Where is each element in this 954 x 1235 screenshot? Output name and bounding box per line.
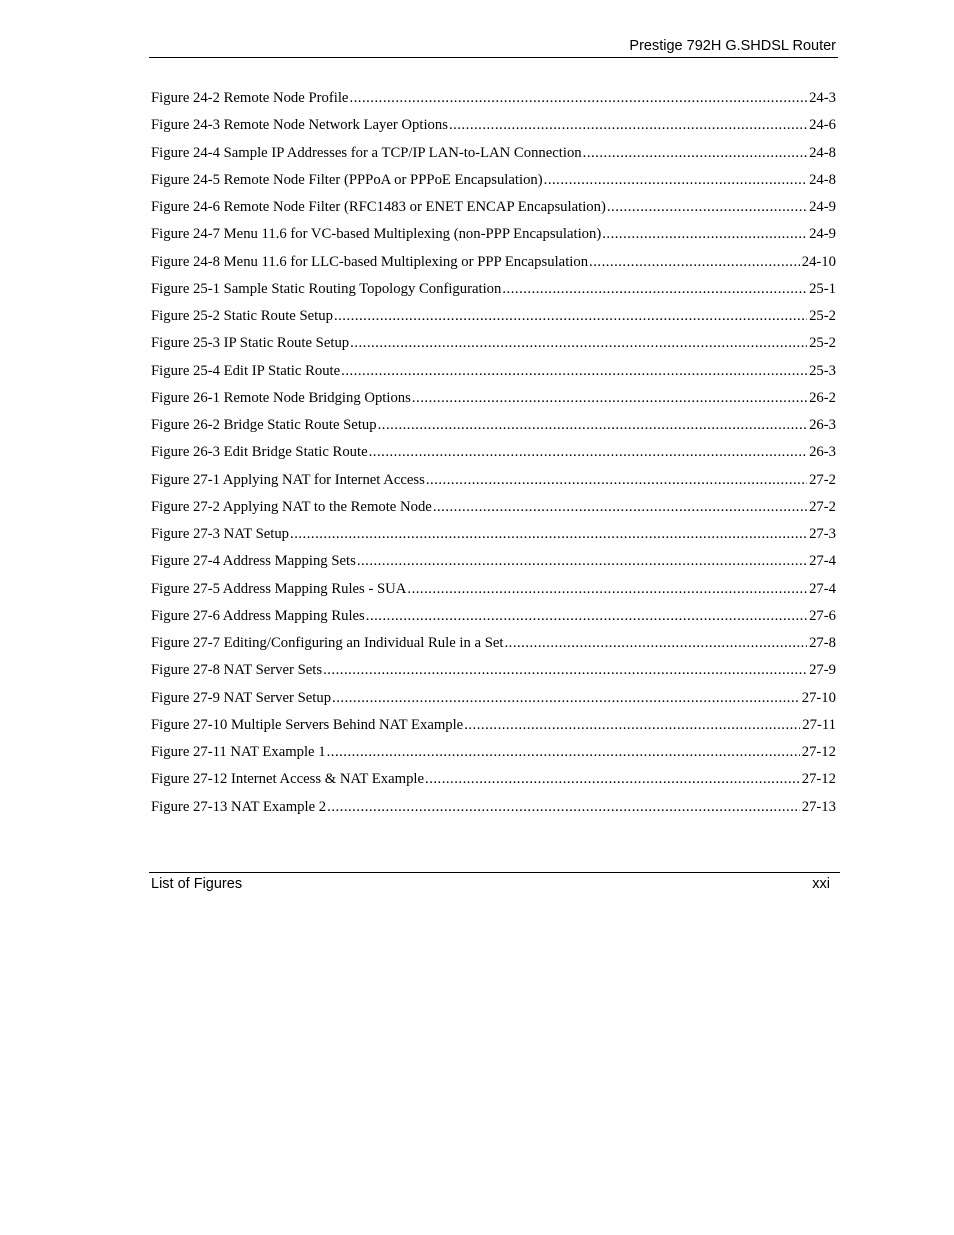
toc-entry-page: 25-3	[809, 362, 836, 379]
toc-entry-title: Figure 24-7 Menu 11.6 for VC-based Multiplexing (non-PPP Encapsulation)	[151, 226, 602, 243]
dot-leader	[602, 224, 807, 244]
toc-entry[interactable]	[151, 551, 836, 578]
toc-entry-title: Figure 26-2 Bridge Static Route Setup	[151, 417, 377, 433]
toc-entry-title: Figure 24-4 Sample IP Addresses for a TCP/IP LAN-to-LAN Connection	[151, 144, 582, 161]
toc-entry[interactable]	[151, 279, 836, 306]
toc-entry-title: Figure 27-9 NAT Server Setup	[151, 689, 332, 706]
toc-entry-page: 27-2	[809, 498, 836, 515]
footer-divider	[149, 872, 840, 873]
toc-entry-page: 24-9	[809, 199, 836, 215]
dot-leader	[334, 306, 807, 326]
toc-entry[interactable]	[151, 197, 836, 224]
dot-leader	[425, 769, 800, 789]
toc-entry-title: Figure 27-6 Address Mapping Rules	[151, 607, 365, 624]
toc-entry[interactable]	[151, 606, 836, 633]
dot-leader	[327, 797, 800, 817]
toc-entry-page: 24-8	[809, 144, 836, 161]
dot-leader	[504, 633, 807, 653]
toc-entry-title: Figure 24-8 Menu 11.6 for LLC-based Multiplexing or PPP Encapsulation	[151, 253, 589, 270]
toc-entry[interactable]	[151, 579, 836, 606]
toc-entry-page: 25-2	[809, 308, 836, 324]
dot-leader	[369, 442, 807, 462]
toc-entry-title: Figure 27-8 NAT Server Sets	[151, 662, 323, 679]
toc-entry[interactable]	[151, 797, 836, 824]
toc-entry-title: Figure 27-4 Address Mapping Sets	[151, 553, 356, 570]
toc-entry[interactable]	[151, 88, 836, 115]
toc-entry-title: Figure 24-5 Remote Node Filter (PPPoA or PPPoE Encapsulation)	[151, 171, 543, 188]
dot-leader	[412, 388, 807, 408]
toc-entry[interactable]	[151, 143, 836, 170]
toc-entry-page: 24-10	[801, 253, 836, 270]
toc-entry-title: Figure 27-13 NAT Example 2	[151, 798, 327, 815]
toc-entry[interactable]	[151, 442, 836, 469]
toc-entry[interactable]	[151, 224, 836, 251]
footer-section-name: List of Figures	[151, 876, 243, 892]
toc-entry[interactable]	[151, 361, 836, 388]
toc-entry-page: 27-4	[809, 580, 836, 597]
toc-entry-page: 27-2	[809, 471, 836, 488]
toc-entry-page: 27-9	[809, 662, 836, 679]
toc-entry-page: 26-2	[809, 389, 836, 406]
toc-entry-page: 27-12	[801, 771, 836, 788]
toc-entry[interactable]	[151, 170, 836, 197]
page-header-title: Prestige 792H G.SHDSL Router	[629, 38, 836, 54]
dot-leader	[378, 415, 807, 435]
toc-entry-page: 24-8	[809, 171, 836, 188]
toc-entry[interactable]	[151, 742, 836, 769]
toc-entry-title: Figure 24-6 Remote Node Filter (RFC1483 or ENET ENCAP Encapsulation)	[151, 199, 606, 215]
toc-entry[interactable]	[151, 524, 836, 551]
toc-entry-page: 25-2	[809, 335, 836, 352]
toc-entry[interactable]	[151, 633, 836, 660]
dot-leader	[290, 524, 807, 544]
toc-entry[interactable]	[151, 715, 836, 742]
dot-leader	[357, 551, 807, 571]
toc-entry[interactable]	[151, 769, 836, 796]
toc-entry[interactable]	[151, 115, 836, 142]
toc-entry-page: 24-3	[809, 90, 836, 106]
toc-entry-title: Figure 25-2 Static Route Setup	[151, 308, 333, 324]
dot-leader	[583, 143, 807, 163]
toc-entry-title: Figure 27-11 NAT Example 1	[151, 744, 326, 760]
toc-entry[interactable]	[151, 252, 836, 279]
dot-leader	[341, 361, 807, 381]
dot-leader	[366, 606, 807, 626]
toc-entry-title: Figure 25-3 IP Static Route Setup	[151, 335, 350, 352]
toc-entry[interactable]	[151, 470, 836, 497]
dot-leader	[464, 715, 800, 735]
toc-entry-title: Figure 27-3 NAT Setup	[151, 526, 290, 542]
dot-leader	[449, 115, 807, 135]
toc-entry-page: 25-1	[809, 280, 836, 297]
dot-leader	[433, 497, 807, 517]
header-divider	[149, 57, 838, 58]
toc-entry[interactable]	[151, 333, 836, 360]
toc-entry-page: 27-12	[801, 744, 836, 760]
toc-entry-title: Figure 27-2 Applying NAT to the Remote Node	[151, 498, 432, 515]
dot-leader	[607, 197, 807, 217]
toc-entry-page: 27-13	[801, 798, 836, 815]
toc-entry[interactable]	[151, 688, 836, 715]
dot-leader	[349, 88, 807, 108]
toc-entry-title: Figure 27-5 Address Mapping Rules - SUA	[151, 580, 407, 597]
toc-entry-page: 24-6	[809, 117, 836, 134]
toc-entry-page: 26-3	[809, 417, 836, 433]
dot-leader	[502, 279, 807, 299]
toc-entry-title: Figure 27-1 Applying NAT for Internet Access	[151, 471, 425, 488]
dot-leader	[544, 170, 807, 190]
toc-entry-title: Figure 24-3 Remote Node Network Layer Options	[151, 117, 448, 134]
toc-entry-title: Figure 27-10 Multiple Servers Behind NAT Example	[151, 716, 464, 733]
list-of-figures	[151, 88, 836, 824]
toc-entry[interactable]	[151, 306, 836, 333]
toc-entry-page: 26-3	[809, 444, 836, 461]
toc-entry-page: 24-9	[809, 226, 836, 243]
toc-entry-title: Figure 26-3 Edit Bridge Static Route	[151, 444, 368, 461]
toc-entry-page: 27-10	[801, 689, 836, 706]
toc-entry-page: 27-6	[809, 607, 836, 624]
toc-entry-title: Figure 26-1 Remote Node Bridging Options	[151, 389, 411, 406]
dot-leader	[327, 742, 800, 762]
toc-entry-page: 27-3	[809, 526, 836, 542]
footer-page-number: xxi	[812, 876, 830, 892]
toc-entry-page: 27-11	[802, 716, 836, 733]
dot-leader	[426, 470, 807, 490]
toc-entry[interactable]	[151, 497, 836, 524]
toc-entry-title: Figure 25-4 Edit IP Static Route	[151, 362, 341, 379]
dot-leader	[350, 333, 807, 353]
toc-entry-page: 27-8	[809, 635, 836, 651]
toc-entry[interactable]	[151, 415, 836, 442]
toc-entry-page: 27-4	[809, 553, 836, 570]
dot-leader	[323, 660, 807, 680]
toc-entry-title: Figure 24-2 Remote Node Profile	[151, 90, 349, 106]
dot-leader	[589, 252, 800, 272]
toc-entry[interactable]	[151, 660, 836, 687]
toc-entry-title: Figure 25-1 Sample Static Routing Topology Configuration	[151, 280, 502, 297]
toc-entry-title: Figure 27-12 Internet Access & NAT Example	[151, 771, 425, 788]
dot-leader	[407, 579, 807, 599]
toc-entry-title: Figure 27-7 Editing/Configuring an Individual Rule in a Set	[151, 635, 504, 651]
toc-entry[interactable]	[151, 388, 836, 415]
dot-leader	[332, 688, 800, 708]
